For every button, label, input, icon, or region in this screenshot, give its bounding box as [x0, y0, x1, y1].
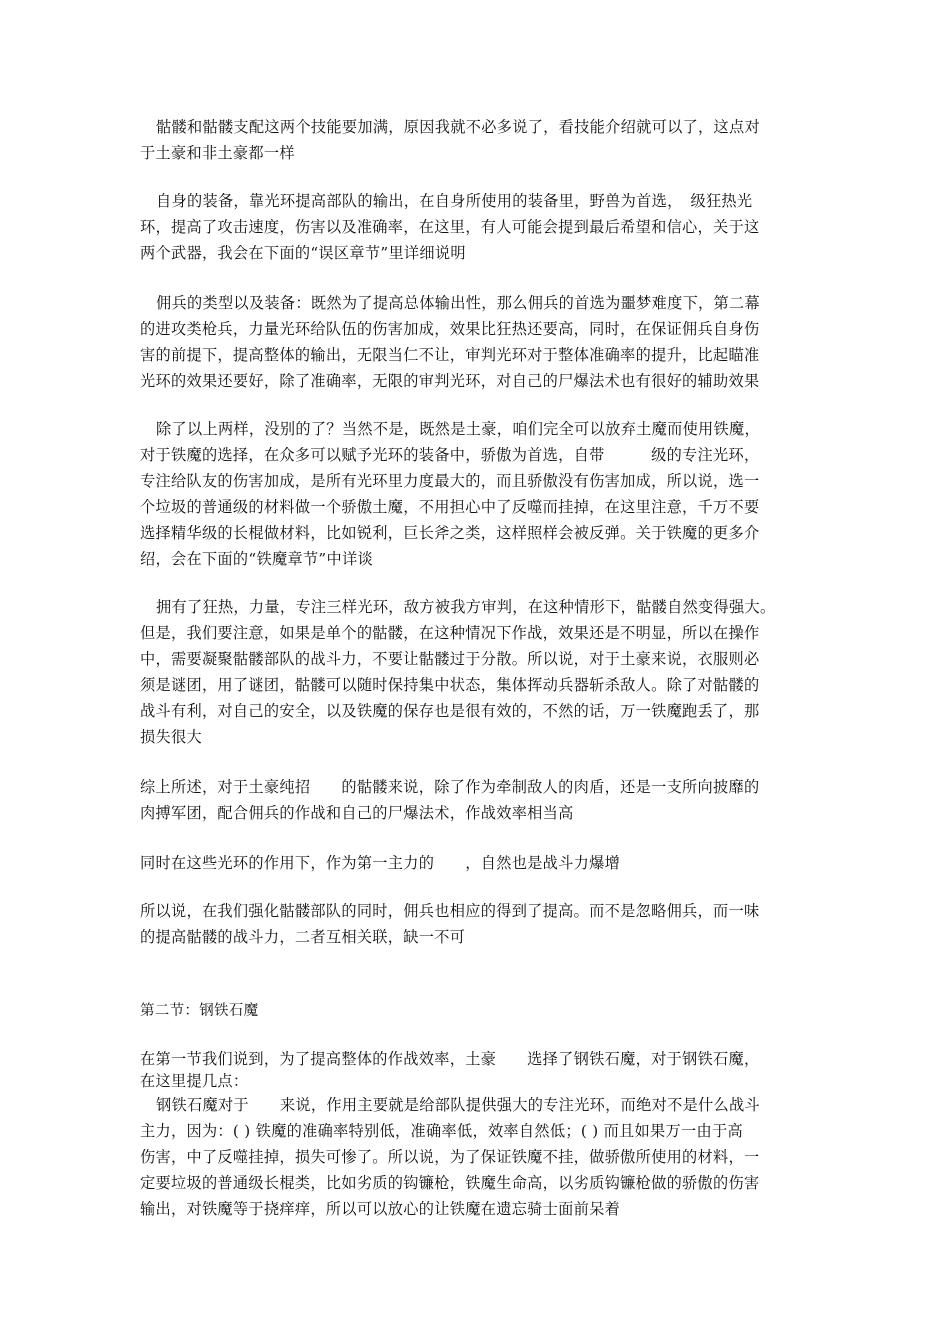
paragraph-4-line-1: 除了以上两样，没别的了？当然不是，既然是土豪，咱们完全可以放弃土魔而使用铁魔， [156, 420, 761, 438]
paragraph-1-line-2: 于土豪和非土豪都一样 [140, 144, 295, 162]
paragraph-3-line-2: 的进攻类枪兵，力量光环给队伍的伤害加成，效果比狂热还要高，同时，在保证佣兵自身伤 [140, 320, 760, 338]
paragraph-8-line-2: 的提高骷髅的战斗力，二者互相关联，缺一不可 [140, 928, 466, 946]
paragraph-5-line-5: 战斗有利，对自己的安全，以及铁魔的保存也是很有效的，不然的话，万一铁魔跑丢了，那 [140, 702, 760, 720]
paragraph-5-line-3: 中，需要凝聚骷髅部队的战斗力，不要让骷髅过于分散。所以说，对于土豪来说，衣服则必 [140, 650, 760, 668]
paragraph-7-line-1: 同时在这些光环的作用下，作为第一主力的 ，自然也是战斗力爆增 [140, 854, 621, 872]
paragraph-10-line-2: 在这里提几点： [140, 1072, 249, 1090]
paragraph-3-line-4: 光环的效果还要好，除了准确率，无限的审判光环，对自己的尸爆法术也有很好的辅助效果 [140, 372, 760, 390]
section-heading: 第二节：钢铁石魔 [140, 1003, 259, 1019]
paragraph-11-line-5: 输出，对铁魔等于挠痒痒，所以可以放心的让铁魔在遗忘骑士面前呆着 [140, 1200, 621, 1218]
paragraph-3-line-1: 佣兵的类型以及装备：既然为了提高总体输出性，那么佣兵的首选为噩梦难度下，第二幕 [156, 294, 761, 312]
paragraph-6-line-1: 综上所述，对于土豪纯招 的骷髅来说，除了作为牵制敌人的肉盾，还是一支所向披靡的 [140, 778, 760, 796]
paragraph-8-line-1: 所以说，在我们强化骷髅部队的同时，佣兵也相应的得到了提高。而不是忽略佣兵，而一味 [140, 902, 760, 920]
paragraph-4-line-4: 个垃圾的普通级的材料做一个骄傲土魔，不用担心中了反噬而挂掉，在这里注意，千万不要 [140, 498, 760, 516]
paragraph-3-line-3: 害的前提下，提高整体的输出，无限当仁不让，审判光环对于整体准确率的提升，比起瞄准 [140, 346, 760, 364]
paragraph-2-line-3: 两个武器，我会在下面的“误区章节”里详细说明 [140, 244, 466, 262]
paragraph-5-line-2: 但是，我们要注意，如果是单个的骷髅，在这种情况下作战，效果还是不明显，所以在操作 [140, 624, 760, 642]
paragraph-4-line-2: 对于铁魔的选择，在众多可以赋予光环的装备中，骄傲为首选，自带 级的专注光环， [140, 446, 760, 464]
paragraph-5-line-1: 拥有了狂热，力量，专注三样光环，敌方被我方审判，在这种情形下，骷髅自然变得强大。 [156, 598, 776, 616]
paragraph-11-line-4: 定要垃圾的普通级长棍类，比如劣质的钩镰枪，铁魔生命高，以劣质钩镰枪做的骄傲的伤害 [140, 1174, 760, 1192]
paragraph-10-line-1: 在第一节我们说到，为了提高整体的作战效率，土豪 选择了钢铁石魔，对于钢铁石魔， [140, 1050, 760, 1068]
paragraph-6-line-2: 肉搏军团，配合佣兵的作战和自己的尸爆法术，作战效率相当高 [140, 804, 574, 822]
paragraph-11-line-3: 伤害，中了反噬挂掉，损失可惨了。所以说，为了保证铁魔不挂，做骄傲所使用的材料，一 [140, 1148, 760, 1166]
paragraph-11-line-2: 主力，因为：( ) 铁魔的准确率特别低，准确率低，效率自然低；( ) 而且如果万一由于高 [140, 1122, 743, 1140]
paragraph-5-line-4: 须是谜团，用了谜团，骷髅可以随时保持集中状态，集体挥动兵器斩杀敌人。除了对骷髅的 [140, 676, 760, 694]
paragraph-11-line-1: 钢铁石魔对于 来说，作用主要就是给部队提供强大的专注光环，而绝对不是什么战斗 [156, 1096, 761, 1114]
paragraph-4-line-6: 绍，会在下面的“铁魔章节”中详谈 [140, 550, 373, 568]
paragraph-2-line-2: 环，提高了攻击速度，伤害以及准确率，在这里，有人可能会提到最后希望和信心，关于这 [140, 218, 760, 236]
paragraph-4-line-3: 专注给队友的伤害加成，是所有光环里力度最大的，而且骄傲没有伤害加成，所以说，选一 [140, 472, 760, 490]
paragraph-2-line-1: 自身的装备，靠光环提高部队的输出，在自身所使用的装备里，野兽为首选， 级狂热光 [156, 192, 753, 210]
paragraph-1-line-1: 骷髅和骷髅支配这两个技能要加满，原因我就不必多说了，看技能介绍就可以了，这点对 [156, 118, 761, 136]
paragraph-5-line-6: 损失很大 [140, 728, 202, 746]
paragraph-4-line-5: 选择精华级的长棍做材料，比如锐利，巨长斧之类，这样照样会被反弹。关于铁魔的更多介 [140, 524, 760, 542]
